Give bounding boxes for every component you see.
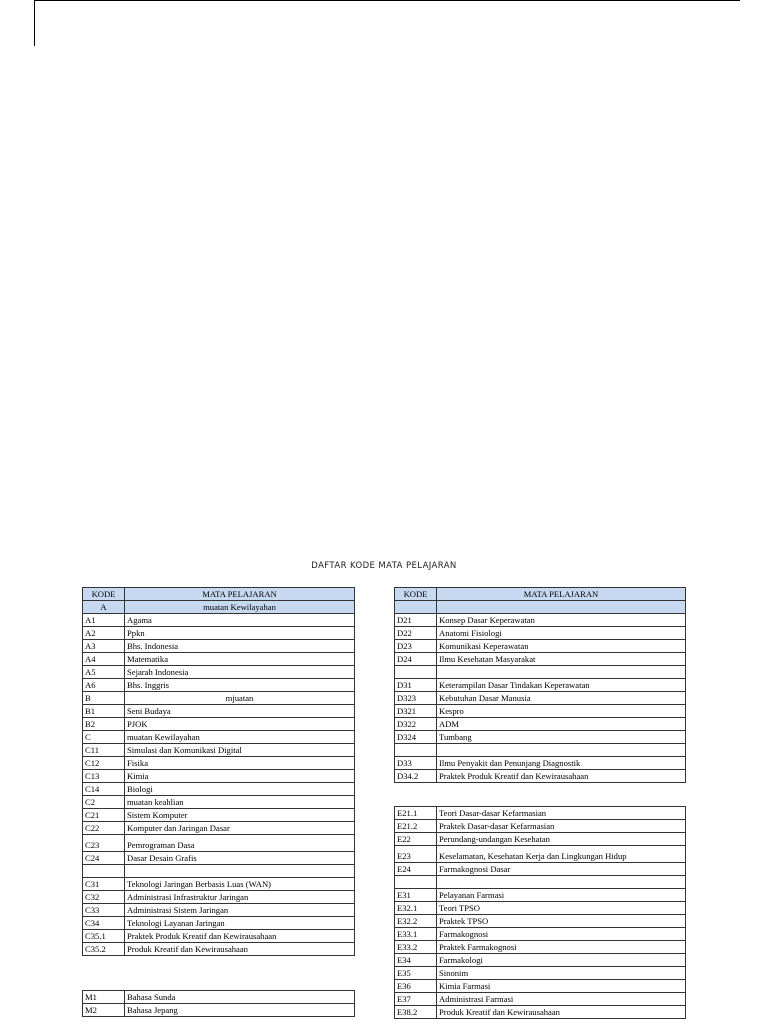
subject-name-cell: Pelayanan Farmasi (437, 889, 686, 902)
subject-code-cell: C12 (83, 757, 125, 770)
subject-name-cell: Keterampilan Dasar Tindakan Keperawatan (437, 679, 686, 692)
subject-code-cell (83, 865, 125, 878)
subject-name-cell (437, 666, 686, 679)
table-row (83, 904, 355, 917)
table-row (395, 705, 686, 718)
subject-name-cell: Seni Budaya (125, 705, 355, 718)
subject-name-cell: Sejarah Indonesia (125, 666, 355, 679)
subject-name-cell: Praktek Farmakognosi (437, 941, 686, 954)
table-row (395, 666, 686, 679)
subject-name-cell: Farmakologi (437, 954, 686, 967)
subject-name-cell: Praktek Produk Kreatif dan Kewirausahaan (437, 770, 686, 783)
subject-code-cell: D322 (395, 718, 437, 731)
table-row (83, 744, 355, 757)
subject-code-cell: B1 (83, 705, 125, 718)
table-row (83, 601, 355, 614)
subject-code-cell: C33 (83, 904, 125, 917)
table-row (395, 928, 686, 941)
subject-name-cell: Produk Kreatif dan Kewirausahaan (437, 1006, 686, 1019)
table-row (395, 770, 686, 783)
table-row (83, 891, 355, 904)
subject-code-cell: E32.1 (395, 902, 437, 915)
subject-name-cell: Kebutuhan Dasar Manusia (437, 692, 686, 705)
table-row (395, 820, 686, 833)
subject-name-cell (437, 601, 686, 614)
table-row (83, 991, 355, 1004)
left-subject-table (82, 587, 355, 956)
subject-code-cell: E34 (395, 954, 437, 967)
table-row (83, 731, 355, 744)
subject-name-cell: Keselamatan, Kesehatan Kerja dan Lingkungan Hidup (437, 846, 686, 863)
subject-code-cell: A5 (83, 666, 125, 679)
subject-name-cell: Komputer dan Jaringan Dasar (125, 822, 355, 835)
subject-name-cell: Sinonim (437, 967, 686, 980)
subject-name-cell: Produk Kreatif dan Kewirausahaan (125, 943, 355, 956)
subject-name-cell: Pemrograman Dasa (125, 835, 355, 852)
subject-name-cell: Administrasi Infrastruktur Jaringan (125, 891, 355, 904)
document-title: DAFTAR KODE MATA PELAJARAN (311, 561, 457, 571)
table-row (83, 1004, 355, 1017)
kode-column-header: KODE (395, 588, 437, 601)
table-row (83, 930, 355, 943)
table-row (395, 744, 686, 757)
table-row (395, 1006, 686, 1019)
table-row (395, 902, 686, 915)
table-row (395, 692, 686, 705)
subject-code-cell: C (83, 731, 125, 744)
table-header-row (83, 588, 355, 601)
table-row (395, 967, 686, 980)
subject-code-cell: D22 (395, 627, 437, 640)
subject-name-cell: Ilmu Kesehatan Masyarakat (437, 653, 686, 666)
subject-name-cell: muatan Kewilayahan (125, 731, 355, 744)
subject-name-cell: Dasar Desain Grafis (125, 852, 355, 865)
subject-code-cell: C21 (83, 809, 125, 822)
table-row (395, 876, 686, 889)
subject-name-cell: Komunikasi Keperawatan (437, 640, 686, 653)
table-row (83, 852, 355, 865)
left-local-subject-table (82, 990, 355, 1017)
table-row (83, 666, 355, 679)
table-row (83, 627, 355, 640)
subject-code-cell: C24 (83, 852, 125, 865)
table-row (83, 878, 355, 891)
subject-code-cell: D323 (395, 692, 437, 705)
subject-name-cell: Biologi (125, 783, 355, 796)
table-row (395, 954, 686, 967)
subject-name-cell: Sistem Komputer (125, 809, 355, 822)
subject-code-cell: A (83, 601, 125, 614)
subject-code-cell (395, 876, 437, 889)
table-header-row (395, 588, 686, 601)
subject-code-cell: C23 (83, 835, 125, 852)
table-row (83, 718, 355, 731)
subject-code-cell: B2 (83, 718, 125, 731)
subject-name-cell: Perundang-undangan Kesehatan (437, 833, 686, 846)
subject-code-cell: D31 (395, 679, 437, 692)
right-nursing-subject-table (394, 587, 686, 783)
subject-name-cell: Teknologi Layanan Jaringan (125, 917, 355, 930)
table-row (83, 835, 355, 852)
subject-code-cell: D24 (395, 653, 437, 666)
table-row (83, 917, 355, 930)
subject-name-cell: Konsep Dasar Keperawatan (437, 614, 686, 627)
table-row (395, 718, 686, 731)
subject-name-cell (125, 865, 355, 878)
subject-name-cell: Farmakognosi (437, 928, 686, 941)
subject-name-cell (437, 744, 686, 757)
subject-code-cell: E33.2 (395, 941, 437, 954)
subject-code-cell: E21.2 (395, 820, 437, 833)
table-row (395, 731, 686, 744)
subject-code-cell (395, 666, 437, 679)
subject-code-cell: M1 (83, 991, 125, 1004)
table-row (83, 770, 355, 783)
subject-code-cell: E31 (395, 889, 437, 902)
table-row (83, 679, 355, 692)
subject-code-cell: E38.2 (395, 1006, 437, 1019)
subject-code-cell: E22 (395, 833, 437, 846)
subject-name-cell: ADM (437, 718, 686, 731)
subject-name-cell: Matematika (125, 653, 355, 666)
table-row (395, 915, 686, 928)
subject-code-cell: A1 (83, 614, 125, 627)
table-row (395, 601, 686, 614)
subject-code-cell: D21 (395, 614, 437, 627)
subject-code-cell: D34.2 (395, 770, 437, 783)
table-row (83, 640, 355, 653)
subject-name-cell: Farmakognosi Dasar (437, 863, 686, 876)
subject-code-cell: D33 (395, 757, 437, 770)
subject-name-cell: Administrasi Sistem Jaringan (125, 904, 355, 917)
subject-code-cell: D23 (395, 640, 437, 653)
subject-code-cell: E33.1 (395, 928, 437, 941)
subject-name-cell: Praktek TPSO (437, 915, 686, 928)
subject-code-cell: A3 (83, 640, 125, 653)
subject-code-cell: C35.1 (83, 930, 125, 943)
page-frame-left (34, 0, 35, 46)
subject-name-cell: Bhs. Inggris (125, 679, 355, 692)
subject-name-cell: Kimia Farmasi (437, 980, 686, 993)
table-row (395, 863, 686, 876)
table-row (83, 796, 355, 809)
table-row (395, 614, 686, 627)
subject-name-cell: Teori TPSO (437, 902, 686, 915)
subject-code-cell: C11 (83, 744, 125, 757)
table-row (83, 943, 355, 956)
subject-name-cell: Praktek Produk Kreatif dan Kewirausahaan (125, 930, 355, 943)
subject-name-cell: muatan Kewilayahan (125, 601, 355, 614)
table-row (395, 889, 686, 902)
subject-code-cell: C34 (83, 917, 125, 930)
table-row (395, 846, 686, 863)
subject-code-cell (395, 744, 437, 757)
table-row (83, 822, 355, 835)
subject-code-cell: E24 (395, 863, 437, 876)
table-row (395, 807, 686, 820)
subject-name-cell: Kespro (437, 705, 686, 718)
subject-code-cell: E32.2 (395, 915, 437, 928)
table-row (395, 833, 686, 846)
table-row (83, 783, 355, 796)
subject-code-cell: C2 (83, 796, 125, 809)
subject-code-cell: M2 (83, 1004, 125, 1017)
subject-name-cell: mjuatan (125, 692, 355, 705)
table-row (395, 640, 686, 653)
page-frame-top (34, 0, 740, 1)
subject-name-cell: Bahasa Jepang (125, 1004, 355, 1017)
subject-name-cell: Agama (125, 614, 355, 627)
subject-code-cell: C35.2 (83, 943, 125, 956)
subject-name-cell: Bahasa Sunda (125, 991, 355, 1004)
subject-code-cell: C13 (83, 770, 125, 783)
subject-name-cell (437, 876, 686, 889)
mapel-column-header: MATA PELAJARAN (125, 588, 355, 601)
table-row (395, 653, 686, 666)
subject-code-cell: C32 (83, 891, 125, 904)
subject-code-cell: E37 (395, 993, 437, 1006)
table-row (395, 627, 686, 640)
subject-code-cell: D324 (395, 731, 437, 744)
table-row (395, 679, 686, 692)
subject-code-cell: E36 (395, 980, 437, 993)
subject-name-cell: Ilmu Penyakit dan Penunjang Diagnostik (437, 757, 686, 770)
subject-name-cell: PJOK (125, 718, 355, 731)
subject-name-cell: Kimia (125, 770, 355, 783)
subject-name-cell: Teori Dasar-dasar Kefarmasian (437, 807, 686, 820)
subject-code-cell: C14 (83, 783, 125, 796)
table-row (83, 757, 355, 770)
subject-code-cell: A4 (83, 653, 125, 666)
table-row (83, 809, 355, 822)
subject-name-cell: muatan keahlian (125, 796, 355, 809)
subject-code-cell: B (83, 692, 125, 705)
subject-name-cell: Ppkn (125, 627, 355, 640)
subject-code-cell: A2 (83, 627, 125, 640)
subject-name-cell: Fisika (125, 757, 355, 770)
subject-name-cell: Teknologi Jaringan Berbasis Luas (WAN) (125, 878, 355, 891)
subject-name-cell: Anatomi Fisiologi (437, 627, 686, 640)
table-row (83, 692, 355, 705)
table-row (83, 614, 355, 627)
subject-code-cell: C22 (83, 822, 125, 835)
subject-code-cell (395, 601, 437, 614)
table-row (395, 757, 686, 770)
subject-code-cell: C31 (83, 878, 125, 891)
subject-code-cell: A6 (83, 679, 125, 692)
subject-name-cell: Tumbang (437, 731, 686, 744)
table-row (83, 653, 355, 666)
subject-name-cell: Praktek Dasar-dasar Kefarmasian (437, 820, 686, 833)
table-row (395, 980, 686, 993)
subject-code-cell: E23 (395, 846, 437, 863)
subject-code-cell: E35 (395, 967, 437, 980)
subject-name-cell: Administrasi Farmasi (437, 993, 686, 1006)
table-row (395, 941, 686, 954)
table-row (83, 865, 355, 878)
right-pharmacy-subject-table (394, 806, 686, 1019)
table-row (83, 705, 355, 718)
mapel-column-header: MATA PELAJARAN (437, 588, 686, 601)
subject-code-cell: E21.1 (395, 807, 437, 820)
subject-name-cell: Bhs. Indonesia (125, 640, 355, 653)
subject-name-cell: Simulasi dan Komunikasi Digital (125, 744, 355, 757)
kode-column-header: KODE (83, 588, 125, 601)
subject-code-cell: D321 (395, 705, 437, 718)
table-row (395, 993, 686, 1006)
